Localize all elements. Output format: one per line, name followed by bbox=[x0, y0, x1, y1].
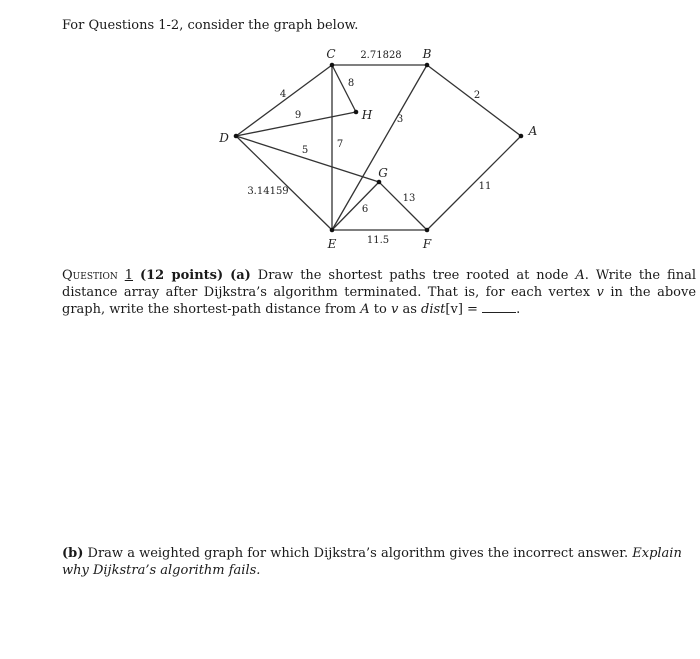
answer-blank bbox=[482, 302, 516, 313]
part-b-text: Draw a weighted graph for which Dijkstra’s algorithm gives the incorrect answer. bbox=[87, 546, 629, 561]
edge-weight-G-F: 13 bbox=[402, 193, 416, 204]
edge-weight-B-A: 2 bbox=[473, 90, 481, 101]
edge-D-E bbox=[236, 136, 332, 230]
part-a-text: Draw the shortest paths tree rooted at node A. Write the final distance array after Dijkstra’s algorithm terminated. That is, for each vertex v in the above graph, write the shortest-path distance from A to v as dist[v] = . bbox=[62, 268, 697, 317]
edge-weight-A-F: 11 bbox=[478, 181, 492, 192]
question-1b bbox=[62, 545, 696, 579]
node-label-G: G bbox=[378, 166, 388, 180]
question-points: (12 points) bbox=[139, 268, 224, 283]
node-D bbox=[234, 134, 239, 139]
edge-weight-C-H: 8 bbox=[347, 78, 355, 89]
node-label-A: A bbox=[528, 124, 538, 138]
node-label-H: H bbox=[361, 108, 373, 122]
edge-C-D bbox=[236, 65, 332, 136]
node-label-D: D bbox=[219, 131, 229, 145]
part-b-label: (b) bbox=[62, 546, 84, 561]
edge-weight-C-D: 4 bbox=[279, 89, 287, 100]
node-label-F: F bbox=[422, 237, 432, 251]
edge-A-F bbox=[427, 136, 521, 230]
node-label-B: B bbox=[422, 47, 432, 61]
node-label-E: E bbox=[327, 237, 337, 251]
node-B bbox=[425, 63, 430, 68]
edge-weight-D-E: 3.14159 bbox=[247, 186, 289, 197]
question-title: Question 1 bbox=[62, 268, 134, 283]
node-label-C: C bbox=[326, 47, 336, 61]
node-C bbox=[330, 63, 335, 68]
edge-G-F bbox=[379, 182, 427, 230]
node-A bbox=[519, 134, 524, 139]
question-1 bbox=[62, 267, 696, 318]
edge-weight-B-E: 3 bbox=[396, 114, 404, 125]
edge-D-G bbox=[236, 136, 379, 182]
edge-weight-G-E: 6 bbox=[361, 204, 369, 215]
edge-weight-C-E: 7 bbox=[336, 139, 344, 150]
part-b-italic: Explain why Dijkstra’s algorithm fails. bbox=[62, 546, 682, 578]
intro-text: For Questions 1-2, consider the graph below. bbox=[62, 18, 359, 33]
edge-weight-D-H: 9 bbox=[294, 110, 302, 121]
part-a-label: (a) bbox=[230, 268, 251, 283]
edge-weight-C-B: 2.71828 bbox=[360, 50, 402, 61]
graph-nodes bbox=[234, 63, 524, 233]
node-G bbox=[377, 180, 382, 185]
graph-edge-weights bbox=[247, 50, 491, 246]
node-F bbox=[425, 228, 430, 233]
edge-B-E bbox=[332, 65, 427, 230]
node-H bbox=[354, 110, 359, 115]
edge-weight-E-F: 11.5 bbox=[366, 235, 390, 246]
edge-weight-D-G: 5 bbox=[301, 145, 309, 156]
node-E bbox=[330, 228, 335, 233]
